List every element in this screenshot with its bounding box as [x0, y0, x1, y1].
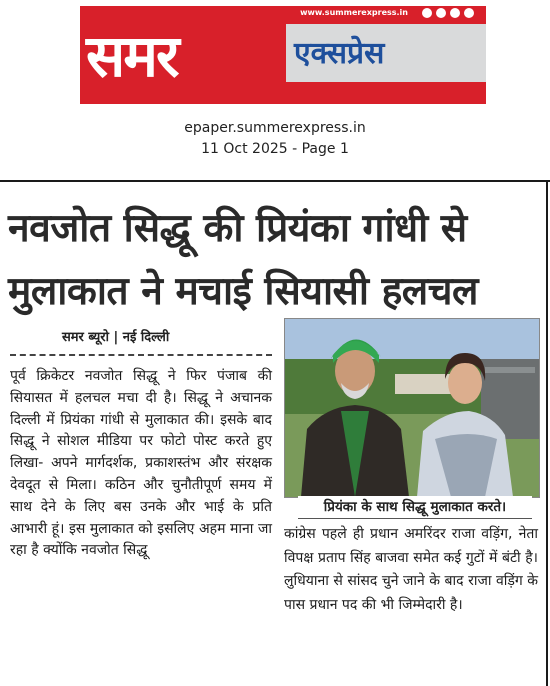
- article-body-right: कांग्रेस पहले ही प्रधान अमरिंदर राजा वड़िंग, नेता विपक्ष प्रताप सिंह बाजवा समेत कई गुटों में बंटी है। लुधियाना से सांसद चुने जाने के बाद राजा वड़िंग के पास प्रधान पद की भी जिम्मेदारी है।: [284, 526, 538, 613]
- article-body-left: पूर्व क्रिकेटर नवजोत सिद्धू ने फिर पंजाब की सियासत में हलचल मचा दी है। सिद्धू ने अचानक दिल्ली में प्रियंका गांधी से मुलाकात की। इसके बाद सिद्धू ने सोशल मीडिया पर फोटो पोस्ट करते हुए लिखा- अपने मार्गदर्शक, प्रकाशस्तंभ और संरक्षक देवदूत से मिला। कठिन और चुनौतीपूर्ण समय में साथ देने के लिए बस उनके और भाई के प्रति आभारी हूं। इस मुलाकात को इसलिए अहम माना जा रहा है क्योंकि नवजोत सिद्धू: [10, 368, 272, 559]
- masthead-url: www.summerexpress.in: [300, 8, 408, 17]
- photo-caption: प्रियंका के साथ सिद्धू मुलाकात करते।: [298, 496, 532, 519]
- byline: समर ब्यूरो | नई दिल्ली: [62, 330, 170, 345]
- facebook-icon: [422, 8, 432, 18]
- masthead-logo: [80, 6, 486, 104]
- column-rule: [546, 182, 548, 686]
- section-divider: [0, 180, 550, 182]
- masthead-title-express: एक्सप्रेस: [294, 36, 385, 71]
- headline-line-1: नवजोत सिद्धू की प्रियंका गांधी से: [8, 206, 467, 251]
- article-photo: [284, 318, 540, 498]
- social-icons: [422, 8, 474, 18]
- masthead-title-samar: समर: [86, 22, 178, 90]
- edition-url: epaper.summerexpress.in: [184, 120, 366, 136]
- youtube-icon: [450, 8, 460, 18]
- photo-illustration: [285, 319, 539, 497]
- edition-date-page: 11 Oct 2025 - Page 1: [201, 141, 349, 157]
- twitter-icon: [436, 8, 446, 18]
- dashed-divider: [10, 354, 272, 356]
- instagram-icon: [464, 8, 474, 18]
- headline-line-2: मुलाकात ने मचाई सियासी हलचल: [8, 269, 478, 314]
